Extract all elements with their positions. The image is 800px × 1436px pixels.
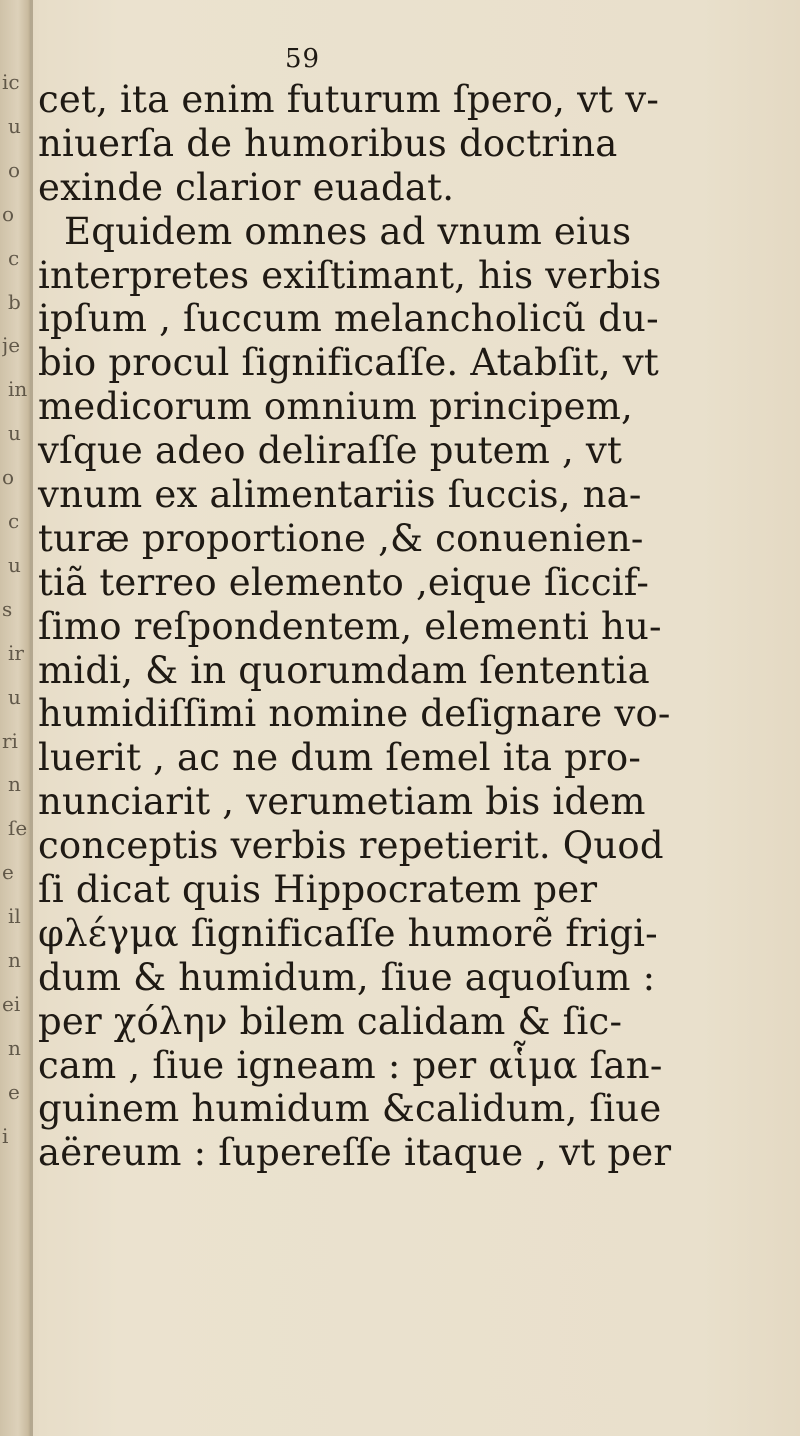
text-line: nunciarit , verumetiam bis idem bbox=[38, 780, 646, 824]
text-line: medicorum omnium principem, bbox=[38, 385, 633, 429]
margin-fragment: ri bbox=[2, 728, 18, 753]
text-line: ſimo reſpondentem, elementi hu- bbox=[38, 604, 662, 648]
text-line: ſi dicat quis Hippocratem per bbox=[38, 868, 598, 912]
margin-fragment: e bbox=[2, 860, 14, 885]
margin-fragment: o bbox=[2, 201, 15, 226]
margin-fragment: ſe bbox=[8, 816, 28, 841]
text-line: exinde clarior euadat. bbox=[38, 165, 455, 209]
text-line: tiã terreo elemento ,eique ſiccif- bbox=[38, 560, 650, 604]
margin-fragment: n bbox=[8, 772, 21, 797]
text-line: ipſum , ſuccum melancholicũ du- bbox=[38, 297, 659, 341]
body-text bbox=[38, 78, 798, 1175]
margin-fragment: c bbox=[8, 245, 20, 270]
margin-fragment: o bbox=[8, 157, 21, 182]
margin-fragment: ic bbox=[2, 70, 20, 94]
margin-fragment: in bbox=[8, 377, 28, 402]
text-line: guinem humidum &calidum, ſiue bbox=[38, 1087, 662, 1131]
margin-fragment: n bbox=[8, 1035, 21, 1060]
margin-fragment: i bbox=[2, 1123, 9, 1148]
text-line: humidiſſimi nomine deſignare vo- bbox=[38, 692, 671, 736]
text-line: Equidem omnes ad vnum eius bbox=[64, 209, 632, 253]
text-line: turæ proportione ,& conuenien- bbox=[38, 516, 644, 560]
margin-fragment: u bbox=[8, 421, 21, 446]
margin-fragment: u bbox=[8, 113, 21, 138]
text-line: midi, & in quorumdam ſententia bbox=[38, 648, 650, 692]
text-line: luerit , ac ne dum ſemel ita pro- bbox=[38, 736, 642, 780]
margin-fragment: c bbox=[8, 509, 20, 533]
margin-fragment: ir bbox=[8, 640, 24, 665]
margin-fragment: u bbox=[8, 684, 21, 709]
text-line: cet, ita enim futurum ſpero, vt v- bbox=[38, 78, 660, 121]
text-line: conceptis verbis repetierit. Quod bbox=[38, 824, 664, 868]
text-line: niuerſa de humoribus doctrina bbox=[38, 121, 618, 165]
margin-fragment: n bbox=[8, 948, 21, 972]
margin-fragment: ei bbox=[2, 991, 21, 1016]
text-line: bio procul ſignificaſſe. Atabſit, vt bbox=[38, 341, 659, 385]
text-line: aëreum : ſupereſſe itaque , vt per bbox=[38, 1131, 672, 1175]
page-number: 59 bbox=[285, 44, 321, 74]
text-line: cam , ſiue igneam : per αἷμα ſan- bbox=[38, 1043, 663, 1087]
text-line: vnum ex alimentariis ſuccis, na- bbox=[38, 473, 642, 517]
margin-fragment: e bbox=[8, 1079, 20, 1104]
margin-fragment: o bbox=[2, 465, 15, 490]
text-line: per χόλην bilem calidam & ſic- bbox=[38, 999, 623, 1043]
margin-fragment: je bbox=[2, 333, 21, 358]
margin-fragment: u bbox=[8, 552, 21, 577]
margin-fragment: s bbox=[2, 596, 13, 621]
text-line: interpretes exiſtimant, his verbis bbox=[38, 253, 662, 297]
margin-fragment: b bbox=[8, 289, 21, 314]
text-line: φλέγμα ſignificaſſe humorẽ frigi- bbox=[38, 911, 658, 955]
text-line: vſque adeo deliraſſe putem , vt bbox=[38, 429, 623, 473]
text-line: dum & humidum, ſiue aquoſum : bbox=[38, 955, 656, 999]
margin-fragment: il bbox=[8, 904, 21, 929]
